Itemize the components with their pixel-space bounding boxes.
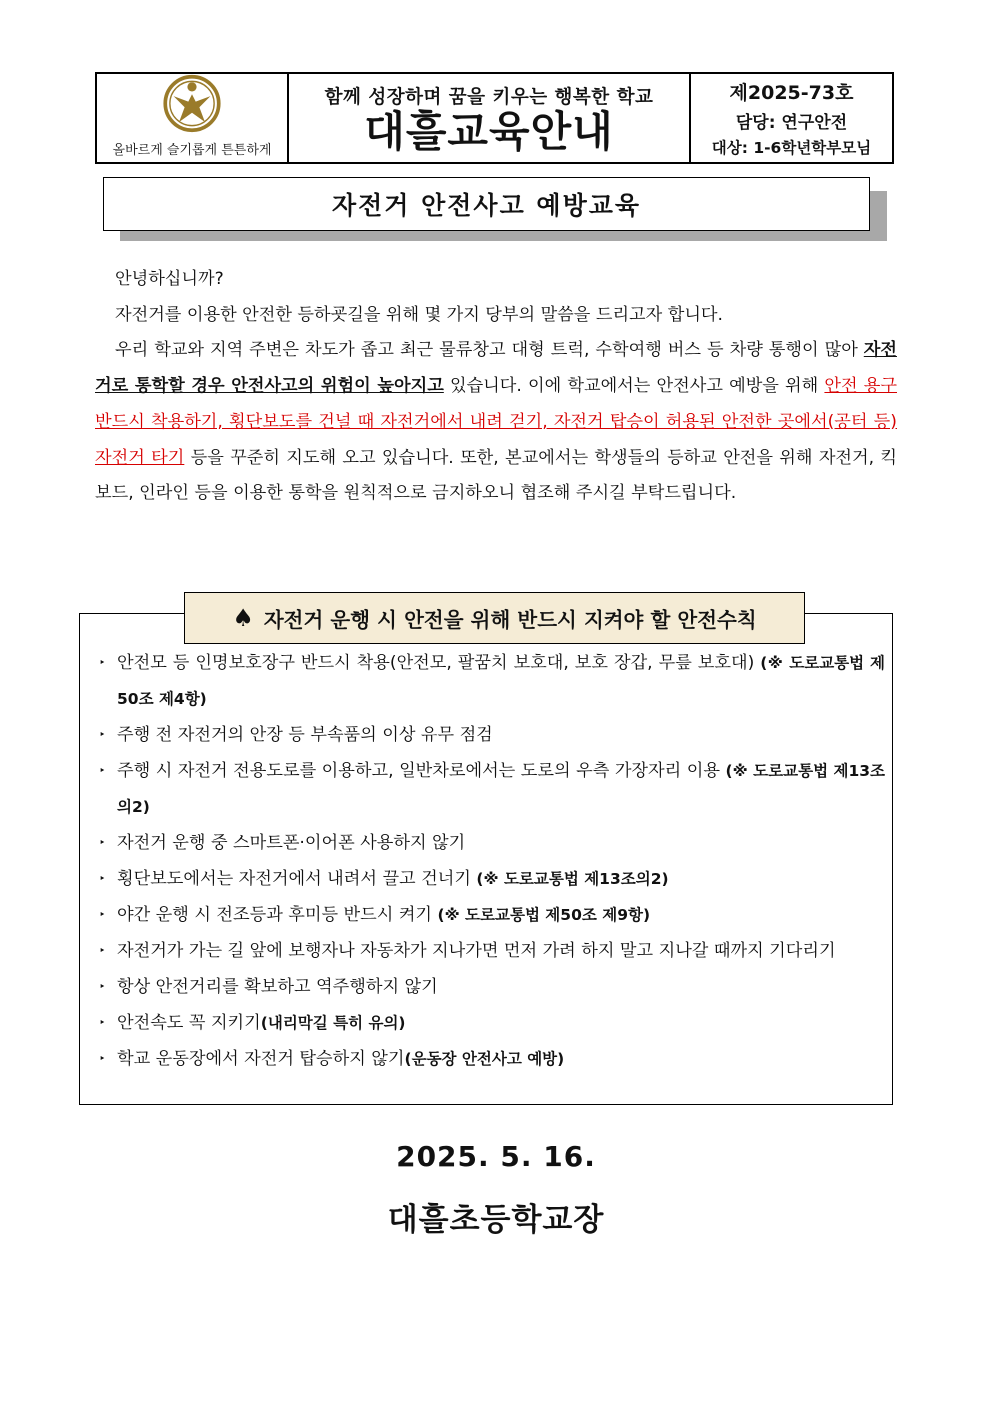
rule-law-reference: (※ 도로교통법 제13조의2)	[117, 762, 885, 816]
rule-text: 학교 운동장에서 자전거 탑승하지 않기	[117, 1049, 405, 1069]
list-item	[95, 861, 885, 897]
paragraph-main-part1: 우리 학교와 지역 주변은 차도가 좁고 최근 물류창고 대형 트럭, 수학여행 버스 등 차량 통행이 많아	[115, 340, 864, 361]
target-audience: 대상: 1-6학년학부모님	[711, 139, 872, 158]
list-item	[95, 897, 885, 933]
list-item	[95, 1005, 885, 1041]
rule-law-reference: (운동장 안전사고 예방)	[404, 1050, 565, 1068]
rule-law-reference: (※ 도로교통법 제50조 제9항)	[437, 906, 651, 924]
bullet-icon: ‣	[99, 1052, 106, 1065]
rule-text: 항상 안전거리를 확보하고 역주행하지 않기	[117, 977, 438, 997]
spade-icon: ♠	[232, 604, 254, 632]
safety-rules-heading-text: 자전거 운행 시 안전을 위해 반드시 지켜야 할 안전수칙	[263, 608, 757, 632]
paragraph-intro: 자전거를 이용한 안전한 등하굣길을 위해 몇 가지 당부의 말씀을 드리고자 합니다.	[115, 304, 724, 325]
school-motto: 올바르게 슬기롭게 튼튼하게	[112, 143, 272, 158]
risk-highlight: 자전거로 통학할 경우 안전사고의 위험이 높아지고	[95, 340, 897, 397]
letter-body	[95, 262, 897, 512]
issue-date: 2025. 5. 16.	[396, 1140, 596, 1173]
document-title: 자전거 안전사고 예방교육	[331, 191, 642, 220]
list-item	[95, 825, 885, 861]
rule-text: 주행 전 자전거의 안장 등 부속품의 이상 유무 점검	[117, 725, 493, 745]
issue-number: 제2025-73호	[729, 81, 854, 104]
rule-text: 안전속도 꼭 지키기	[117, 1013, 261, 1033]
manager-label: 담당: 연구안전	[735, 112, 848, 133]
title-cell	[289, 74, 691, 162]
bullet-icon: ‣	[99, 836, 106, 849]
greeting: 안녕하십니까?	[115, 269, 224, 289]
newsletter-title: 대흘교육안내	[364, 107, 614, 156]
safety-rules-list	[95, 645, 885, 1077]
bullet-icon: ‣	[99, 980, 106, 993]
bullet-icon: ‣	[99, 1016, 106, 1029]
bullet-icon: ‣	[99, 728, 106, 741]
newsletter-header	[95, 72, 894, 164]
paragraph-main	[95, 333, 897, 512]
rule-text: 주행 시 자전거 전용도로를 이용하고, 일반차로에서는 도로의 우측 가장자리 이용	[117, 761, 726, 781]
document-title-box	[103, 177, 870, 231]
logo-cell	[97, 74, 289, 162]
list-item	[95, 753, 885, 825]
list-item	[95, 969, 885, 1005]
rule-text: 자전거가 가는 길 앞에 보행자나 자동차가 지나가면 먼저 가려 하지 말고 지나갈 때까지 기다리기	[117, 941, 836, 961]
meta-cell	[691, 74, 892, 162]
bullet-icon: ‣	[99, 656, 106, 669]
school-emblem-icon	[160, 74, 224, 133]
safety-rules-heading	[184, 592, 805, 644]
list-item	[95, 1041, 885, 1077]
list-item	[95, 717, 885, 753]
safety-guidance-highlight: 안전 용구 반드시 착용하기, 횡단보도를 건널 때 자전거에서 내려 걷기, 자전거 탑승이 허용된 안전한 곳에서(공터 등) 자전거 타기	[95, 376, 897, 468]
rule-text: 자전거 운행 중 스마트폰·이어폰 사용하지 않기	[117, 833, 466, 853]
rule-law-reference: (※ 도로교통법 제13조의2)	[476, 870, 669, 888]
list-item	[95, 645, 885, 717]
paragraph-main-part2: 있습니다. 이에 학교에서는 안전사고 예방을 위해	[443, 376, 825, 397]
rule-law-reference: (※ 도로교통법 제50조 제4항)	[117, 654, 885, 708]
rule-text: 횡단보도에서는 자전거에서 내려서 끌고 건너기	[117, 869, 477, 889]
rule-text: 안전모 등 인명보호장구 반드시 착용(안전모, 팔꿈치 보호대, 보호 장갑, 무릎 보호대)	[117, 653, 761, 673]
rule-law-reference: (내리막길 특히 유의)	[260, 1014, 406, 1032]
bullet-icon: ‣	[99, 764, 106, 777]
bullet-icon: ‣	[99, 872, 106, 885]
rule-text: 야간 운행 시 전조등과 후미등 반드시 켜기	[117, 905, 438, 925]
bullet-icon: ‣	[99, 944, 106, 957]
bullet-icon: ‣	[99, 908, 106, 921]
school-slogan: 함께 성장하며 꿈을 키우는 행복한 학교	[324, 87, 654, 108]
principal-signature: 대흘초등학교장	[387, 1202, 605, 1238]
paragraph-main-part3: 등을 꾸준히 지도해 오고 있습니다. 또한, 본교에서는 학생들의 등하교 안전을 위해 자전거, 킥보드, 인라인 등을 이용한 통학을 원칙적으로 금지하오니 협조해 주시길 부탁드립니다.	[95, 447, 898, 504]
list-item	[95, 933, 885, 969]
